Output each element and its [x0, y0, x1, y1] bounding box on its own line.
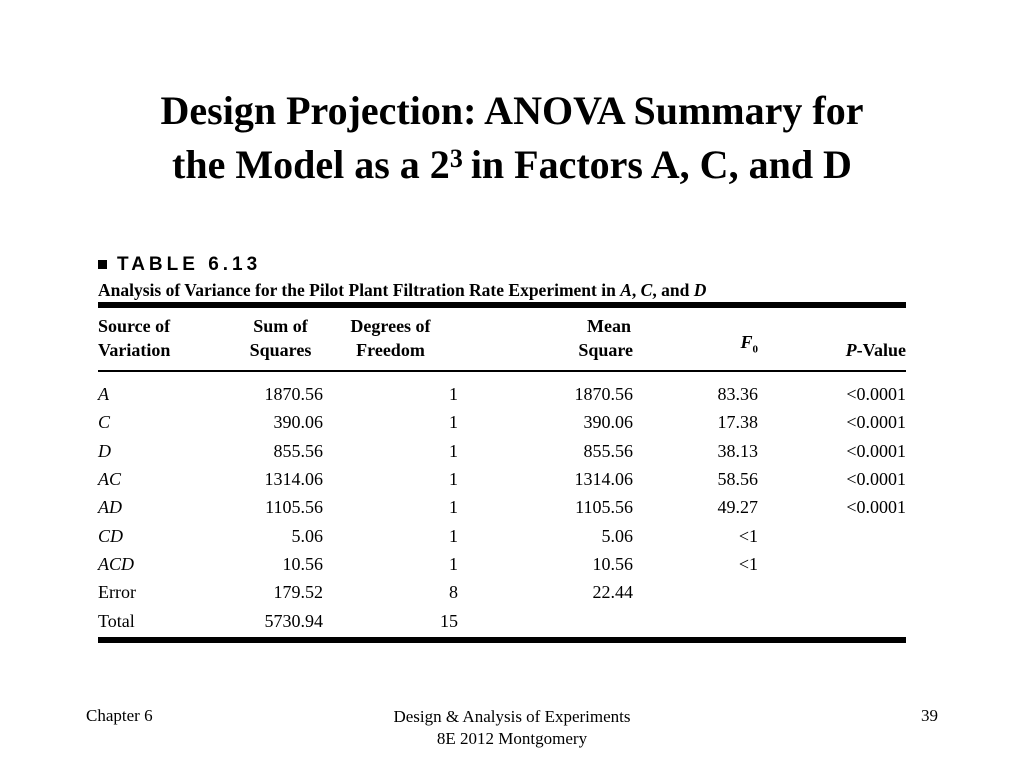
caption-factor-d: D: [693, 280, 707, 300]
footer-book-title-line-1: Design & Analysis of Experiments: [393, 707, 631, 726]
table-top-rule: [98, 302, 906, 308]
table-row: CD 5.06 1 5.06 <1: [98, 525, 758, 546]
header-source: Source of Variation: [98, 316, 171, 360]
caption-factor-a: A: [620, 280, 632, 300]
header-mean-square: Mean Square: [578, 316, 633, 360]
slide-title-line-1: Design Projection: ANOVA Summary for: [160, 88, 864, 133]
header-sum-of-squares: Sum of Squares: [249, 316, 312, 360]
caption-text: Analysis of Variance for the Pilot Plant Filtration Rate Experiment in: [98, 280, 621, 300]
table-bottom-rule: [98, 637, 906, 643]
table-row: AD 1105.56 1 1105.56 49.27 <0.0001: [98, 497, 906, 518]
footer-book-title: [312, 706, 712, 750]
caption-sep-1: ,: [631, 280, 641, 300]
table-row: D 855.56 1 855.56 38.13 <0.0001: [98, 440, 906, 461]
table-row: A 1870.56 1 1870.56 83.36 <0.0001: [98, 384, 906, 405]
square-bullet-icon: [98, 260, 107, 269]
table-row: Total 5730.94 15: [98, 610, 458, 631]
caption-factor-c: C: [640, 280, 653, 300]
title-line-2-suffix: in Factors A, C, and D: [470, 142, 852, 187]
slide-title: [0, 84, 1024, 192]
table-label: [98, 254, 261, 276]
caption-sep-2: , and: [652, 280, 694, 300]
header-degrees-of-freedom: Degrees of Freedom: [350, 316, 431, 360]
table-row: C 390.06 1 390.06 17.38 <0.0001: [98, 412, 906, 433]
table-caption: [98, 280, 706, 301]
table-row: Error 179.52 8 22.44: [98, 582, 633, 603]
header-p-value: P-Value: [845, 340, 906, 360]
title-line-2-prefix: the Model as a 2: [172, 142, 450, 187]
footer-chapter: Chapter 6: [86, 706, 153, 725]
table-header-rule: [98, 370, 906, 372]
footer-page-number: 39: [921, 706, 938, 725]
footer-book-title-line-2: 8E 2012 Montgomery: [436, 729, 588, 748]
title-superscript: 3: [449, 144, 463, 173]
anova-table-body: [98, 380, 906, 635]
table-header: [98, 314, 906, 362]
table-row: ACD 10.56 1 10.56 <1: [98, 553, 758, 574]
slide-title-line-2: [0, 138, 1024, 192]
table-number: TABLE 6.13: [117, 254, 262, 275]
table-row: AC 1314.06 1 1314.06 58.56 <0.0001: [98, 469, 906, 490]
header-f0: $F_0$: [740, 332, 758, 356]
